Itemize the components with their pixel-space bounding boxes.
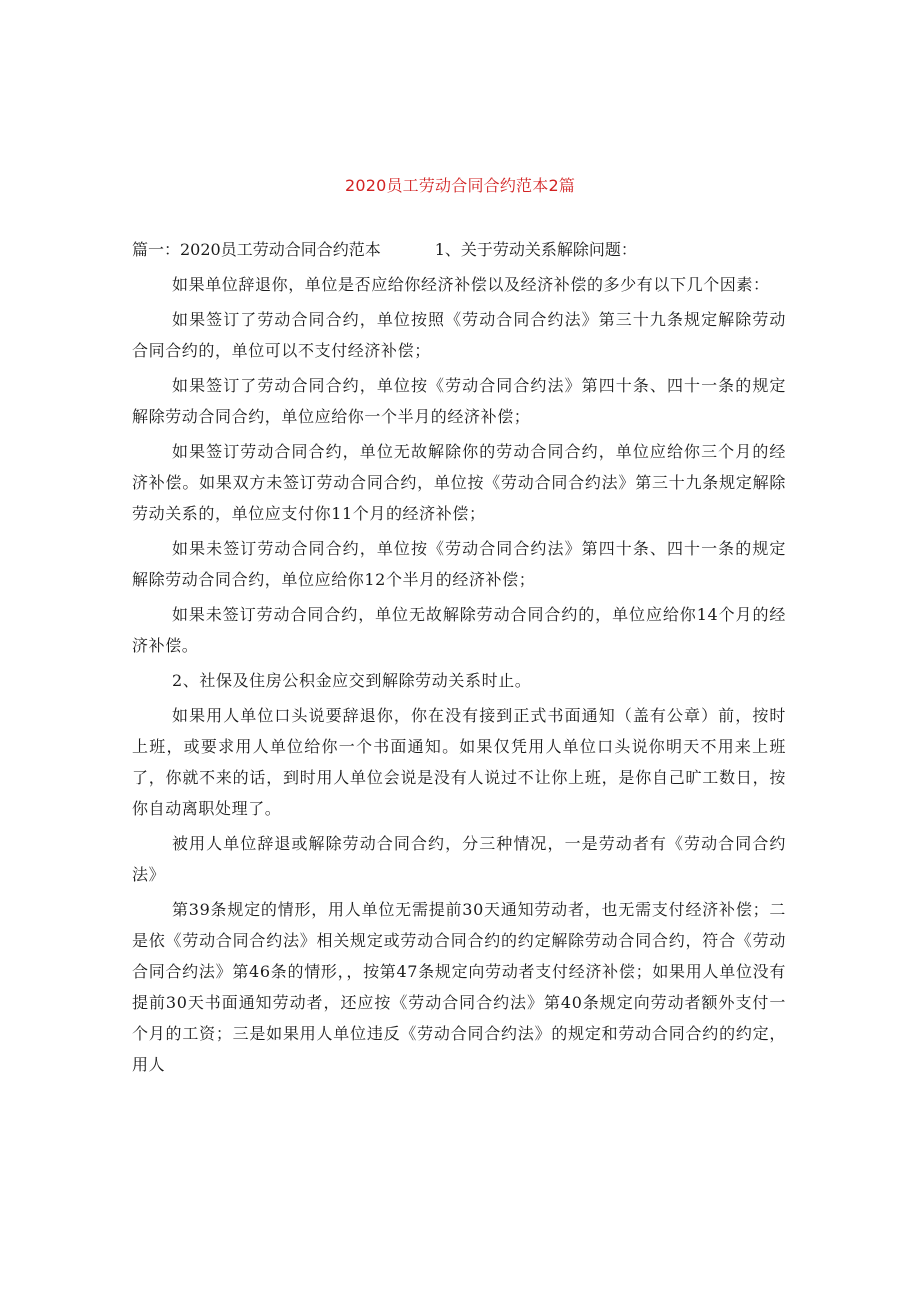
paragraph: 如果未签订劳动合同合约，单位按《劳动合同合约法》第四十条、四十一条的规定解除劳动合同合约，单位应给你12个半月的经济补偿； <box>132 539 786 589</box>
section-heading: 篇一：2020员工劳动合同合约范本 <box>132 240 381 259</box>
paragraph: 如果未签订劳动合同合约，单位无故解除劳动合同合约的，单位应给你14个月的经济补偿。 <box>132 605 786 655</box>
paragraph: 如果用人单位口头说要辞退你，你在没有接到正式书面通知（盖有公章）前，按时上班，或要求用人单位给你一个书面通知。如果仅凭用人单位口头说你明天不用来上班了，你就不来的话，到时用人单位会说是没有人说过不让你上班，是你自己旷工数日，按你自动离职处理了。 <box>132 706 786 818</box>
sub-heading: 1、关于劳动关系解除问题： <box>434 240 637 259</box>
document-body <box>132 234 786 1084</box>
paragraph: 如果单位辞退你，单位是否应给你经济补偿以及经济补偿的多少有以下几个因素： <box>172 275 770 294</box>
paragraph: 如果签订了劳动合同合约，单位按照《劳动合同合约法》第三十九条规定解除劳动合同合约的，单位可以不支付经济补偿； <box>132 310 786 360</box>
paragraph: 第39条规定的情形，用人单位无需提前30天通知劳动者，也无需支付经济补偿；二是依《劳动合同合约法》相关规定或劳动合同合约的约定解除劳动合同合约，符合《劳动合同合约法》第46条的情形，，按第47条规定向劳动者支付经济补偿；如果用人单位没有提前30天书面通知劳动者，还应按《劳动合同合约法》第40条规定向劳动者额外支付一个月的工资；三是如果用人单位违反《劳动合同合约法》的规定和劳动合同合约的约定，用人 <box>132 900 786 1074</box>
paragraph: 如果签订了劳动合同合约，单位按《劳动合同合约法》第四十条、四十一条的规定解除劳动合同合约，单位应给你一个半月的经济补偿； <box>132 376 786 426</box>
document-title: 2020员工劳动合同合约范本2篇 <box>344 176 576 195</box>
paragraph: 被用人单位辞退或解除劳动合同合约，分三种情况，一是劳动者有《劳动合同合约法》 <box>132 834 786 884</box>
paragraph: 2、社保及住房公积金应交到解除劳动关系时止。 <box>172 671 532 690</box>
paragraph: 如果签订劳动合同合约，单位无故解除你的劳动合同合约，单位应给你三个月的经济补偿。如果双方未签订劳动合同合约，单位按《劳动合同合约法》第三十九条规定解除劳动关系的，单位应支付你11个月的经济补偿； <box>132 442 786 523</box>
section-heading-line <box>132 234 786 265</box>
